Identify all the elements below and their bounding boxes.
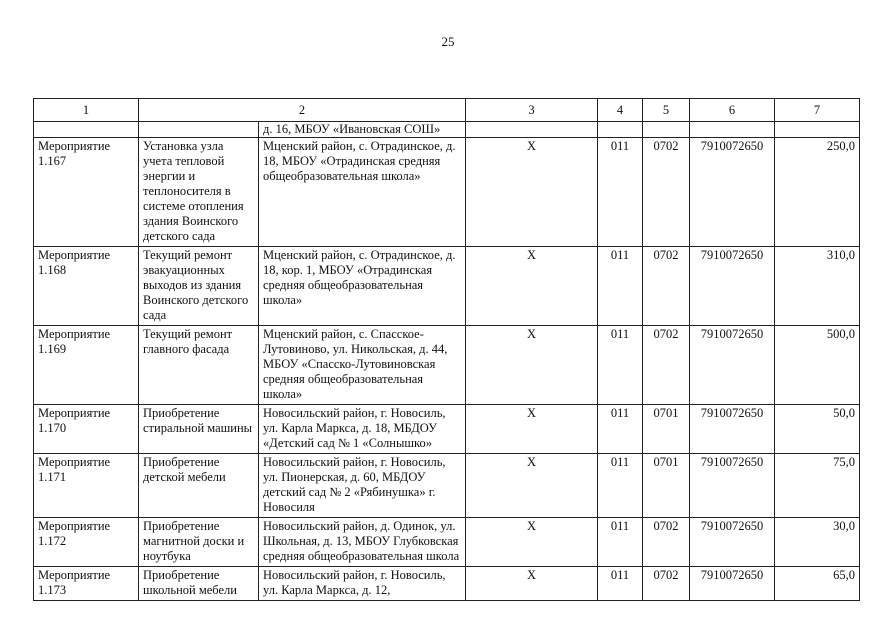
address-cell: Новосильский район, г. Новосиль, ул. Карла Маркса, д. 12,: [259, 567, 466, 601]
target-code-cell: 7910072650: [690, 247, 775, 326]
section-cell: 0701: [643, 454, 690, 518]
address-cell: Мценский район, с. Отрадинское, д. 18, МБОУ «Отрадинская средняя общеобразовательная школа»: [259, 138, 466, 247]
table-cell: [139, 122, 259, 138]
table-cell: [643, 122, 690, 138]
name-cell: Приобретение магнитной доски и ноутбука: [139, 518, 259, 567]
section-cell: 0702: [643, 247, 690, 326]
table-header-row: [34, 99, 860, 122]
mark-cell: Х: [466, 247, 598, 326]
mark-cell: Х: [466, 518, 598, 567]
mark-cell: Х: [466, 454, 598, 518]
target-code-cell: 7910072650: [690, 138, 775, 247]
target-code-cell: 7910072650: [690, 405, 775, 454]
target-code-cell: 7910072650: [690, 567, 775, 601]
amount-cell: 250,0: [775, 138, 860, 247]
amount-cell: 310,0: [775, 247, 860, 326]
mark-cell: Х: [466, 138, 598, 247]
event-cell: Мероприятие 1.172: [34, 518, 139, 567]
table-row: [34, 405, 860, 454]
event-cell: Мероприятие 1.169: [34, 326, 139, 405]
code-cell: 011: [598, 405, 643, 454]
mark-cell: Х: [466, 405, 598, 454]
event-cell: Мероприятие 1.168: [34, 247, 139, 326]
header-col-5: 5: [643, 99, 690, 122]
section-cell: 0702: [643, 518, 690, 567]
table-row: [34, 326, 860, 405]
address-cell: Мценский район, с. Спасское-Лутовиново, ул. Никольская, д. 44, МБОУ «Спасско-Лутовиновская средняя общеобразовательная школа»: [259, 326, 466, 405]
address-cell: Новосильский район, г. Новосиль, ул. Карла Маркса, д. 18, МБДОУ «Детский сад № 1 «Солнышко»: [259, 405, 466, 454]
mark-cell: Х: [466, 326, 598, 405]
amount-cell: 30,0: [775, 518, 860, 567]
event-cell: Мероприятие 1.170: [34, 405, 139, 454]
table-cell: [690, 122, 775, 138]
amount-cell: 500,0: [775, 326, 860, 405]
header-col-2: 2: [139, 99, 466, 122]
target-code-cell: 7910072650: [690, 454, 775, 518]
event-cell: Мероприятие 1.171: [34, 454, 139, 518]
amount-cell: 65,0: [775, 567, 860, 601]
table-row: [34, 518, 860, 567]
header-col-3: 3: [466, 99, 598, 122]
table-row: [34, 567, 860, 601]
code-cell: 011: [598, 567, 643, 601]
event-cell: Мероприятие 1.167: [34, 138, 139, 247]
name-cell: Установка узла учета тепловой энергии и теплоносителя в системе отопления здания Воинского детского сада: [139, 138, 259, 247]
budget-table: [33, 98, 860, 601]
name-cell: Текущий ремонт эвакуационных выходов из здания Воинского детского сада: [139, 247, 259, 326]
table-cell: [598, 122, 643, 138]
address-cell: Мценский район, с. Отрадинское, д. 18, кор. 1, МБОУ «Отрадинская средняя общеобразовательная школа»: [259, 247, 466, 326]
continued-address-cell: д. 16, МБОУ «Ивановская СОШ»: [259, 122, 466, 138]
table-row: [34, 247, 860, 326]
table-cell: [34, 122, 139, 138]
code-cell: 011: [598, 518, 643, 567]
target-code-cell: 7910072650: [690, 518, 775, 567]
name-cell: Приобретение стиральной машины: [139, 405, 259, 454]
header-col-6: 6: [690, 99, 775, 122]
header-col-7: 7: [775, 99, 860, 122]
section-cell: 0702: [643, 567, 690, 601]
page-number: 25: [441, 34, 455, 49]
header-col-1: 1: [34, 99, 139, 122]
target-code-cell: 7910072650: [690, 326, 775, 405]
event-cell: Мероприятие 1.173: [34, 567, 139, 601]
amount-cell: 75,0: [775, 454, 860, 518]
code-cell: 011: [598, 138, 643, 247]
name-cell: Приобретение школьной мебели: [139, 567, 259, 601]
table-row-continuation: [34, 122, 860, 138]
section-cell: 0702: [643, 326, 690, 405]
address-cell: Новосильский район, д. Одинок, ул. Школьная, д. 13, МБОУ Глубковская средняя общеобразовательная школа: [259, 518, 466, 567]
code-cell: 011: [598, 247, 643, 326]
code-cell: 011: [598, 326, 643, 405]
name-cell: Приобретение детской мебели: [139, 454, 259, 518]
table-cell: [466, 122, 598, 138]
name-cell: Текущий ремонт главного фасада: [139, 326, 259, 405]
address-cell: Новосильский район, г. Новосиль, ул. Пионерская, д. 60, МБДОУ детский сад № 2 «Рябинушка» г. Новосиля: [259, 454, 466, 518]
code-cell: 011: [598, 454, 643, 518]
section-cell: 0701: [643, 405, 690, 454]
table-row: [34, 138, 860, 247]
table-row: [34, 454, 860, 518]
mark-cell: Х: [466, 567, 598, 601]
amount-cell: 50,0: [775, 405, 860, 454]
table-cell: [775, 122, 860, 138]
section-cell: 0702: [643, 138, 690, 247]
header-col-4: 4: [598, 99, 643, 122]
